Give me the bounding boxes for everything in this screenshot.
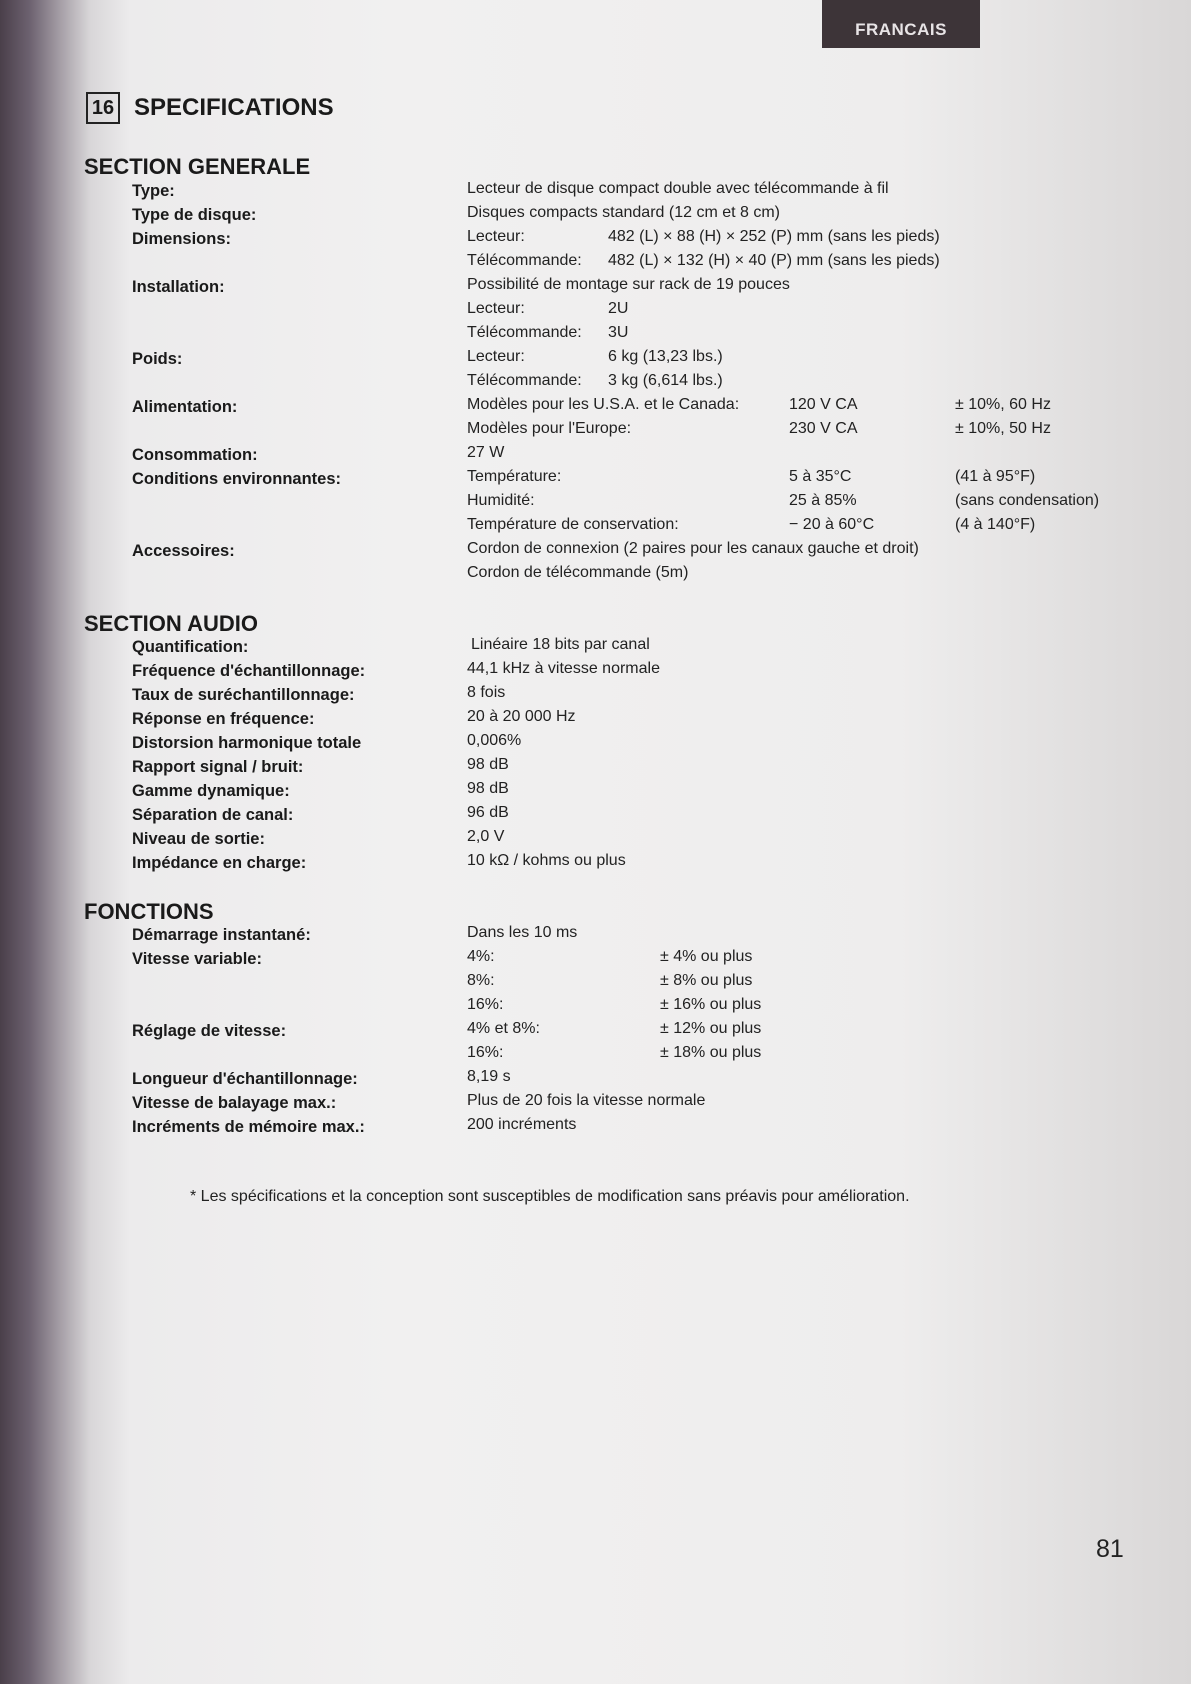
power-us-label: Modèles pour les U.S.A. et le Canada: bbox=[467, 396, 740, 413]
power-eu-tolerance: ± 10%, 50 Hz bbox=[955, 420, 1051, 437]
accessory-connection-cord: Cordon de connexion (2 paires pour les canaux gauche et droit) bbox=[467, 540, 919, 557]
audio-row-label: Taux de suréchantillonnage: bbox=[132, 686, 355, 704]
audio-row-label: Quantification: bbox=[132, 638, 249, 656]
section-generale-heading: SECTION GENERALE bbox=[84, 154, 311, 179]
speed-4-value: ± 4% ou plus bbox=[660, 948, 753, 965]
audio-row-value: 0,006% bbox=[467, 732, 522, 749]
speed-8-label: 8%: bbox=[467, 972, 495, 989]
accessories-label: Accessoires: bbox=[132, 542, 235, 560]
disc-type-value: Disques compacts standard (12 cm et 8 cm) bbox=[467, 204, 781, 221]
type-label: Type: bbox=[132, 182, 175, 200]
chapter-title: SPECIFICATIONS bbox=[134, 94, 334, 121]
storage-temp-fahrenheit: (4 à 140°F) bbox=[955, 516, 1036, 533]
disc-type-label: Type de disque: bbox=[132, 206, 257, 224]
environment-label: Conditions environnantes: bbox=[132, 470, 342, 488]
power-eu-label: Modèles pour l'Europe: bbox=[467, 420, 632, 437]
scan-speed-value: Plus de 20 fois la vitesse normale bbox=[467, 1092, 706, 1109]
temperature-label: Température: bbox=[467, 468, 562, 485]
power-us-tolerance: ± 10%, 60 Hz bbox=[955, 396, 1051, 413]
dim-remote-label: Télécommande: bbox=[467, 252, 582, 269]
speed-adjust-label: Réglage de vitesse: bbox=[132, 1022, 287, 1040]
audio-row-label: Niveau de sortie: bbox=[132, 830, 265, 848]
dim-player-label: Lecteur: bbox=[467, 228, 525, 245]
audio-row-value: 98 dB bbox=[467, 780, 509, 797]
audio-row-value: 10 kΩ / kohms ou plus bbox=[467, 852, 626, 869]
fonctions-heading: FONCTIONS bbox=[84, 899, 214, 924]
speed-4-label: 4%: bbox=[467, 948, 495, 965]
audio-row-label: Distorsion harmonique totale bbox=[132, 734, 362, 752]
power-eu-voltage: 230 V CA bbox=[789, 420, 858, 437]
audio-row-value: Linéaire 18 bits par canal bbox=[471, 636, 650, 653]
speed-16-value: ± 16% ou plus bbox=[660, 996, 762, 1013]
sampling-length-label: Longueur d'échantillonnage: bbox=[132, 1070, 358, 1088]
weight-player-label: Lecteur: bbox=[467, 348, 525, 365]
accessory-remote-cord: Cordon de télécommande (5m) bbox=[467, 564, 689, 581]
adjust-4-8-label: 4% et 8%: bbox=[467, 1020, 540, 1037]
inst-remote-label: Télécommande: bbox=[467, 324, 582, 341]
audio-row-label: Réponse en fréquence: bbox=[132, 710, 315, 728]
installation-label: Installation: bbox=[132, 278, 225, 296]
consumption-label: Consommation: bbox=[132, 446, 258, 464]
storage-temp-label: Température de conservation: bbox=[467, 516, 679, 533]
adjust-16-label: 16%: bbox=[467, 1044, 504, 1061]
adjust-16-value: ± 18% ou plus bbox=[660, 1044, 762, 1061]
inst-player-value: 2U bbox=[608, 300, 629, 317]
power-label: Alimentation: bbox=[132, 398, 238, 416]
temperature-fahrenheit: (41 à 95°F) bbox=[955, 468, 1036, 485]
audio-row-value: 98 dB bbox=[467, 756, 509, 773]
speed-8-value: ± 8% ou plus bbox=[660, 972, 753, 989]
inst-remote-value: 3U bbox=[608, 324, 629, 341]
audio-row-value: 96 dB bbox=[467, 804, 509, 821]
weight-remote-value: 3 kg (6,614 lbs.) bbox=[608, 372, 723, 389]
power-us-voltage: 120 V CA bbox=[789, 396, 858, 413]
audio-row-value: 44,1 kHz à vitesse normale bbox=[467, 660, 660, 677]
page-number: 81 bbox=[1096, 1535, 1124, 1563]
dimensions-label: Dimensions: bbox=[132, 230, 232, 248]
audio-row-label: Impédance en charge: bbox=[132, 854, 307, 872]
dim-remote-value: 482 (L) × 132 (H) × 40 (P) mm (sans les pieds) bbox=[608, 252, 940, 269]
sampling-length-value: 8,19 s bbox=[467, 1068, 511, 1085]
language-tab: FRANCAIS bbox=[822, 0, 980, 48]
inst-player-label: Lecteur: bbox=[467, 300, 525, 317]
humidity-value: 25 à 85% bbox=[789, 492, 857, 509]
section-audio-heading: SECTION AUDIO bbox=[84, 611, 258, 636]
storage-temp-value: − 20 à 60°C bbox=[789, 516, 875, 533]
humidity-note: (sans condensation) bbox=[955, 492, 1100, 509]
type-value: Lecteur de disque compact double avec télécommande à fil bbox=[467, 180, 889, 197]
weight-remote-label: Télécommande: bbox=[467, 372, 582, 389]
memory-increments-label: Incréments de mémoire max.: bbox=[132, 1118, 365, 1136]
audio-row-label: Rapport signal / bruit: bbox=[132, 758, 304, 776]
consumption-value: 27 W bbox=[467, 444, 505, 461]
variable-speed-label: Vitesse variable: bbox=[132, 950, 262, 968]
scan-speed-label: Vitesse de balayage max.: bbox=[132, 1094, 337, 1112]
audio-row-value: 20 à 20 000 Hz bbox=[467, 708, 576, 725]
temperature-value: 5 à 35°C bbox=[789, 468, 852, 485]
footnote: * Les spécifications et la conception sont susceptibles de modification sans préavis pour amélioration. bbox=[190, 1188, 910, 1205]
audio-row-value: 2,0 V bbox=[467, 828, 505, 845]
installation-value: Possibilité de montage sur rack de 19 pouces bbox=[467, 276, 790, 293]
audio-row-label: Fréquence d'échantillonnage: bbox=[132, 662, 366, 680]
audio-row-value: 8 fois bbox=[467, 684, 506, 701]
chapter-number: 16 bbox=[86, 92, 120, 124]
weight-label: Poids: bbox=[132, 350, 183, 368]
speed-16-label: 16%: bbox=[467, 996, 504, 1013]
humidity-label: Humidité: bbox=[467, 492, 535, 509]
adjust-4-8-value: ± 12% ou plus bbox=[660, 1020, 762, 1037]
audio-row-label: Gamme dynamique: bbox=[132, 782, 290, 800]
instant-start-value: Dans les 10 ms bbox=[467, 924, 578, 941]
audio-row-label: Séparation de canal: bbox=[132, 806, 294, 824]
chapter-heading bbox=[86, 92, 334, 124]
weight-player-value: 6 kg (13,23 lbs.) bbox=[608, 348, 723, 365]
dim-player-value: 482 (L) × 88 (H) × 252 (P) mm (sans les pieds) bbox=[608, 228, 940, 245]
instant-start-label: Démarrage instantané: bbox=[132, 926, 311, 944]
memory-increments-value: 200 incréments bbox=[467, 1116, 577, 1133]
